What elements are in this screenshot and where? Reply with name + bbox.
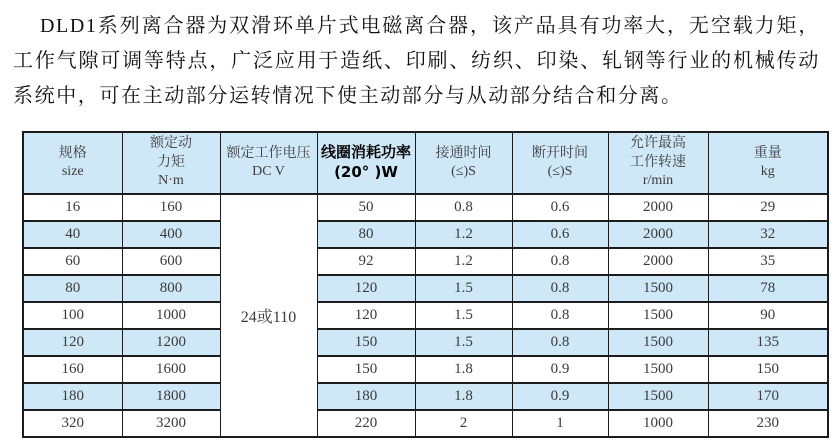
cell-on_time: 1.8 (415, 383, 512, 410)
cell-off_time: 0.6 (512, 221, 608, 248)
cell-size: 160 (23, 356, 122, 383)
cell-weight: 32 (708, 221, 828, 248)
cell-weight: 230 (708, 410, 828, 437)
column-header-power: 线圈消耗功率 (20° )W (317, 132, 415, 194)
cell-size: 80 (23, 275, 122, 302)
cell-torque: 1000 (122, 302, 220, 329)
cell-voltage-merged: 24或110 (220, 194, 317, 437)
cell-torque: 1200 (122, 329, 220, 356)
cell-torque: 1800 (122, 383, 220, 410)
cell-torque: 800 (122, 275, 220, 302)
cell-off_time: 0.8 (512, 329, 608, 356)
cell-power: 120 (317, 275, 415, 302)
column-header-speed: 允许最高 工作转速 r/min (608, 132, 708, 194)
cell-speed: 1500 (608, 383, 708, 410)
cell-size: 60 (23, 248, 122, 275)
cell-speed: 2000 (608, 248, 708, 275)
cell-on_time: 2 (415, 410, 512, 437)
cell-weight: 78 (708, 275, 828, 302)
cell-off_time: 0.8 (512, 275, 608, 302)
cell-on_time: 1.5 (415, 302, 512, 329)
cell-power: 220 (317, 410, 415, 437)
column-header-voltage: 额定工作电压 DC V (220, 132, 317, 194)
cell-off_time: 0.6 (512, 194, 608, 221)
cell-off_time: 0.9 (512, 383, 608, 410)
cell-power: 180 (317, 383, 415, 410)
cell-on_time: 0.8 (415, 194, 512, 221)
cell-speed: 1000 (608, 410, 708, 437)
cell-size: 180 (23, 383, 122, 410)
cell-on_time: 1.2 (415, 248, 512, 275)
cell-on_time: 1.8 (415, 356, 512, 383)
cell-speed: 1500 (608, 275, 708, 302)
table-row (23, 356, 828, 383)
cell-on_time: 1.5 (415, 329, 512, 356)
cell-off_time: 0.9 (512, 356, 608, 383)
cell-power: 120 (317, 302, 415, 329)
column-header-weight: 重量 kg (708, 132, 828, 194)
specs-table (22, 131, 829, 438)
table-row (23, 383, 828, 410)
cell-speed: 1500 (608, 356, 708, 383)
cell-power: 150 (317, 329, 415, 356)
column-header-size: 规格 size (23, 132, 122, 194)
table-row (23, 194, 828, 221)
cell-size: 100 (23, 302, 122, 329)
cell-speed: 1500 (608, 329, 708, 356)
table-row (23, 302, 828, 329)
cell-weight: 29 (708, 194, 828, 221)
cell-off_time: 1 (512, 410, 608, 437)
cell-torque: 3200 (122, 410, 220, 437)
table-body (23, 194, 828, 437)
table-row (23, 248, 828, 275)
cell-torque: 160 (122, 194, 220, 221)
table-header-row (23, 132, 828, 194)
table-row (23, 410, 828, 437)
cell-size: 320 (23, 410, 122, 437)
cell-torque: 400 (122, 221, 220, 248)
cell-torque: 600 (122, 248, 220, 275)
cell-weight: 170 (708, 383, 828, 410)
table-row (23, 329, 828, 356)
table-row (23, 275, 828, 302)
cell-power: 80 (317, 221, 415, 248)
cell-on_time: 1.5 (415, 275, 512, 302)
cell-power: 150 (317, 356, 415, 383)
cell-weight: 90 (708, 302, 828, 329)
cell-weight: 135 (708, 329, 828, 356)
column-header-off_time: 断开时间 (≤)S (512, 132, 608, 194)
cell-weight: 150 (708, 356, 828, 383)
cell-size: 16 (23, 194, 122, 221)
cell-weight: 35 (708, 248, 828, 275)
cell-size: 40 (23, 221, 122, 248)
product-description: DLD1系列离合器为双滑环单片式电磁离合器，该产品具有功率大，无空载力矩，工作气隙可调等特点，广泛应用于造纸、印刷、纺织、印染、轧钢等行业的机械传动系统中，可在主动部分运转情况下使主动部分与从动部分结合和分离。 (13, 15, 820, 107)
cell-speed: 1500 (608, 302, 708, 329)
cell-on_time: 1.2 (415, 221, 512, 248)
cell-power: 92 (317, 248, 415, 275)
cell-off_time: 0.8 (512, 248, 608, 275)
column-header-torque: 额定动 力矩 N·m (122, 132, 220, 194)
cell-off_time: 0.8 (512, 302, 608, 329)
cell-speed: 2000 (608, 221, 708, 248)
column-header-on_time: 接通时间 (≤)S (415, 132, 512, 194)
table-row (23, 221, 828, 248)
cell-torque: 1600 (122, 356, 220, 383)
cell-power: 50 (317, 194, 415, 221)
cell-speed: 2000 (608, 194, 708, 221)
cell-size: 120 (23, 329, 122, 356)
